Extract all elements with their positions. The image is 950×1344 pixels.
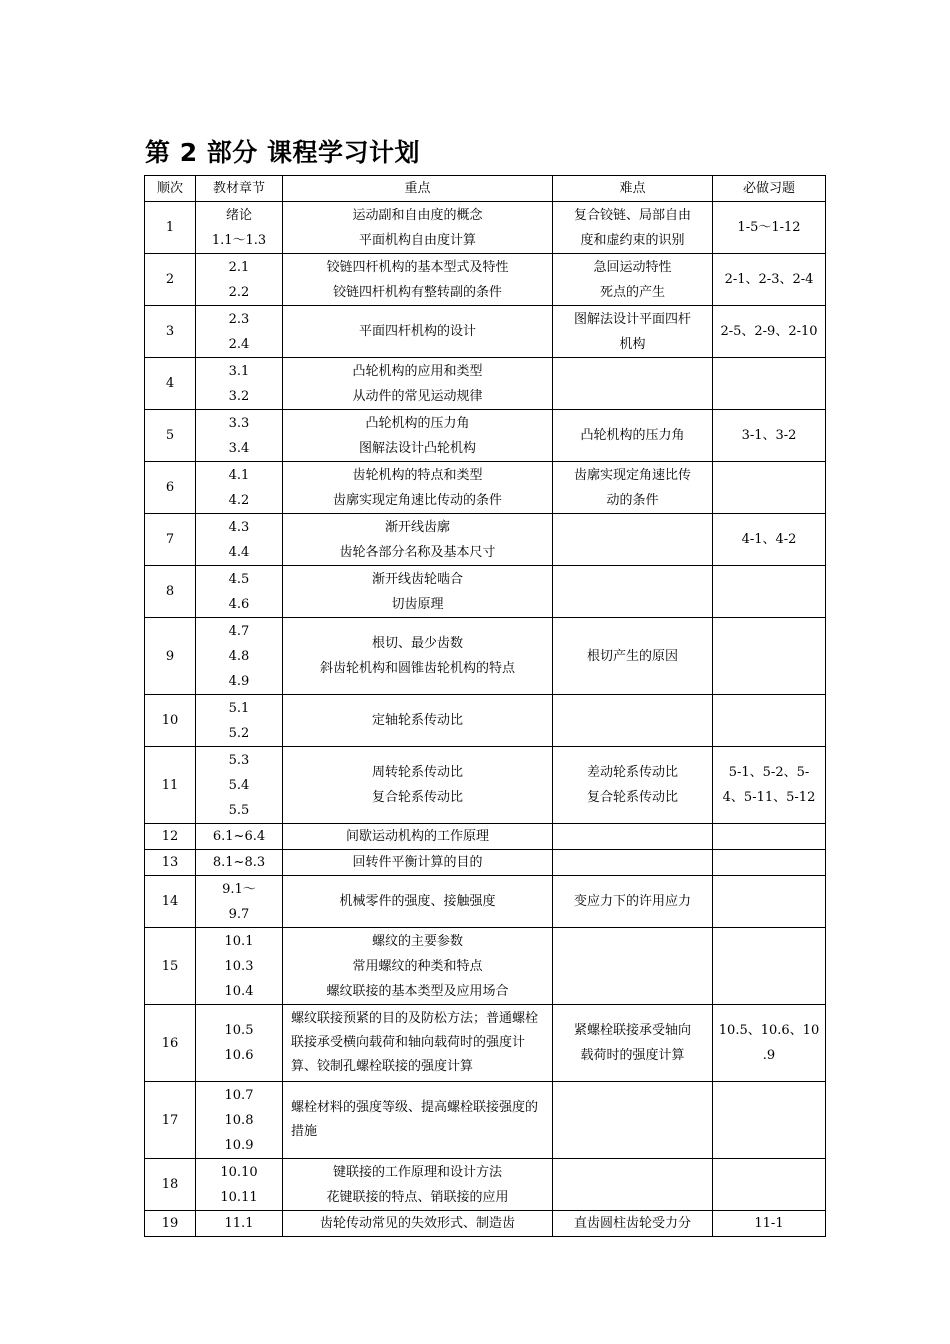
row-key-point-cell: 定轴轮系传动比 [283,695,553,747]
table-row [145,254,826,306]
table-row [145,358,826,410]
table-body [145,202,826,1237]
row-chapter-cell: 4.7 4.8 4.9 [196,618,283,695]
row-difficulty-cell [553,1159,713,1211]
row-key-point-cell: 回转件平衡计算的目的 [283,850,553,876]
row-order-cell: 3 [145,306,196,358]
row-key-point-cell: 齿轮机构的特点和类型 齿廓实现定角速比传动的条件 [283,462,553,514]
row-difficulty-cell: 差动轮系传动比 复合轮系传动比 [553,747,713,824]
row-difficulty-cell [553,824,713,850]
row-order-cell: 16 [145,1005,196,1082]
table-row [145,695,826,747]
row-key-point-cell: 凸轮机构的压力角 图解法设计凸轮机构 [283,410,553,462]
row-chapter-cell: 2.1 2.2 [196,254,283,306]
row-difficulty-cell: 复合铰链、局部自由 度和虚约束的识别 [553,202,713,254]
row-difficulty-cell: 图解法设计平面四杆 机构 [553,306,713,358]
header-exercises: 必做习题 [713,176,826,202]
row-exercise-cell [713,566,826,618]
table-row [145,876,826,928]
row-chapter-cell: 4.5 4.6 [196,566,283,618]
row-chapter-cell: 2.3 2.4 [196,306,283,358]
row-key-point-cell: 渐开线齿轮啮合 切齿原理 [283,566,553,618]
row-difficulty-cell: 直齿圆柱齿轮受力分 [553,1211,713,1237]
header-difficulties: 难点 [553,176,713,202]
table-row [145,747,826,824]
row-difficulty-cell [553,358,713,410]
row-order-cell: 18 [145,1159,196,1211]
row-key-point-cell: 螺纹联接预紧的目的及防松方法；普通螺栓联接承受横向载荷和轴向载荷时的强度计算、铰制孔螺栓联接的强度计算 [283,1005,553,1082]
row-order-cell: 19 [145,1211,196,1237]
row-order-cell: 6 [145,462,196,514]
row-exercise-cell [713,876,826,928]
row-chapter-cell: 3.3 3.4 [196,410,283,462]
table-row [145,202,826,254]
table-row [145,928,826,1005]
header-chapter: 教材章节 [196,176,283,202]
header-key-points: 重点 [283,176,553,202]
row-difficulty-cell [553,1082,713,1159]
row-chapter-cell: 5.3 5.4 5.5 [196,747,283,824]
row-difficulty-cell [553,850,713,876]
row-key-point-cell: 间歇运动机构的工作原理 [283,824,553,850]
table-row [145,1211,826,1237]
row-order-cell: 12 [145,824,196,850]
row-key-point-cell: 凸轮机构的应用和类型 从动件的常见运动规律 [283,358,553,410]
row-order-cell: 8 [145,566,196,618]
table-row [145,514,826,566]
table-row [145,618,826,695]
row-difficulty-cell [553,695,713,747]
table-row [145,1005,826,1082]
row-exercise-cell [713,850,826,876]
row-exercise-cell [713,1082,826,1159]
row-key-point-cell: 平面四杆机构的设计 [283,306,553,358]
row-key-point-cell: 键联接的工作原理和设计方法 花键联接的特点、销联接的应用 [283,1159,553,1211]
table-row [145,306,826,358]
row-key-point-cell: 渐开线齿廓 齿轮各部分名称及基本尺寸 [283,514,553,566]
row-key-point-cell: 齿轮传动常见的失效形式、制造齿 [283,1211,553,1237]
table-header-row [145,176,826,202]
row-order-cell: 14 [145,876,196,928]
row-chapter-cell: 10.5 10.6 [196,1005,283,1082]
row-order-cell: 11 [145,747,196,824]
row-chapter-cell: 6.1~6.4 [196,824,283,850]
row-chapter-cell: 8.1~8.3 [196,850,283,876]
row-exercise-cell [713,618,826,695]
row-key-point-cell: 机械零件的强度、接触强度 [283,876,553,928]
row-exercise-cell: 11-1 [713,1211,826,1237]
row-difficulty-cell [553,566,713,618]
row-difficulty-cell [553,514,713,566]
row-order-cell: 10 [145,695,196,747]
row-exercise-cell: 4-1、4-2 [713,514,826,566]
row-order-cell: 4 [145,358,196,410]
row-chapter-cell: 绪论 1.1～1.3 [196,202,283,254]
table-row [145,566,826,618]
row-order-cell: 7 [145,514,196,566]
row-exercise-cell: 2-5、2-9、2-10 [713,306,826,358]
row-exercise-cell: 1-5～1-12 [713,202,826,254]
row-exercise-cell [713,462,826,514]
row-order-cell: 1 [145,202,196,254]
table-row [145,1159,826,1211]
page-title: 第 2 部分 课程学习计划 [145,138,421,167]
row-difficulty-cell: 齿廓实现定角速比传 动的条件 [553,462,713,514]
row-exercise-cell [713,1159,826,1211]
row-key-point-cell: 运动副和自由度的概念 平面机构自由度计算 [283,202,553,254]
table-row [145,410,826,462]
row-exercise-cell [713,824,826,850]
table-row [145,1082,826,1159]
row-exercise-cell: 5-1、5-2、5- 4、5-11、5-12 [713,747,826,824]
row-chapter-cell: 3.1 3.2 [196,358,283,410]
row-chapter-cell: 4.3 4.4 [196,514,283,566]
row-chapter-cell: 10.1 10.3 10.4 [196,928,283,1005]
row-chapter-cell: 9.1～ 9.7 [196,876,283,928]
row-order-cell: 13 [145,850,196,876]
row-difficulty-cell: 变应力下的许用应力 [553,876,713,928]
table-row [145,462,826,514]
row-chapter-cell: 11.1 [196,1211,283,1237]
row-order-cell: 9 [145,618,196,695]
row-order-cell: 2 [145,254,196,306]
row-difficulty-cell: 根切产生的原因 [553,618,713,695]
row-chapter-cell: 5.1 5.2 [196,695,283,747]
row-difficulty-cell [553,928,713,1005]
row-key-point-cell: 周转轮系传动比 复合轮系传动比 [283,747,553,824]
row-order-cell: 15 [145,928,196,1005]
row-order-cell: 5 [145,410,196,462]
row-exercise-cell [713,928,826,1005]
row-difficulty-cell: 急回运动特性 死点的产生 [553,254,713,306]
study-plan-table [144,175,826,1237]
row-difficulty-cell: 凸轮机构的压力角 [553,410,713,462]
row-exercise-cell: 3-1、3-2 [713,410,826,462]
header-order: 顺次 [145,176,196,202]
row-key-point-cell: 螺纹的主要参数 常用螺纹的种类和特点 螺纹联接的基本类型及应用场合 [283,928,553,1005]
row-order-cell: 17 [145,1082,196,1159]
row-chapter-cell: 4.1 4.2 [196,462,283,514]
row-exercise-cell [713,695,826,747]
row-difficulty-cell: 紧螺栓联接承受轴向 载荷时的强度计算 [553,1005,713,1082]
row-key-point-cell: 螺栓材料的强度等级、提高螺栓联接强度的措施 [283,1082,553,1159]
row-exercise-cell: 10.5、10.6、10 .9 [713,1005,826,1082]
table-row [145,850,826,876]
row-chapter-cell: 10.10 10.11 [196,1159,283,1211]
row-key-point-cell: 根切、最少齿数 斜齿轮机构和圆锥齿轮机构的特点 [283,618,553,695]
row-exercise-cell: 2-1、2-3、2-4 [713,254,826,306]
row-exercise-cell [713,358,826,410]
table-row [145,824,826,850]
row-key-point-cell: 铰链四杆机构的基本型式及特性 铰链四杆机构有整转副的条件 [283,254,553,306]
row-chapter-cell: 10.7 10.8 10.9 [196,1082,283,1159]
